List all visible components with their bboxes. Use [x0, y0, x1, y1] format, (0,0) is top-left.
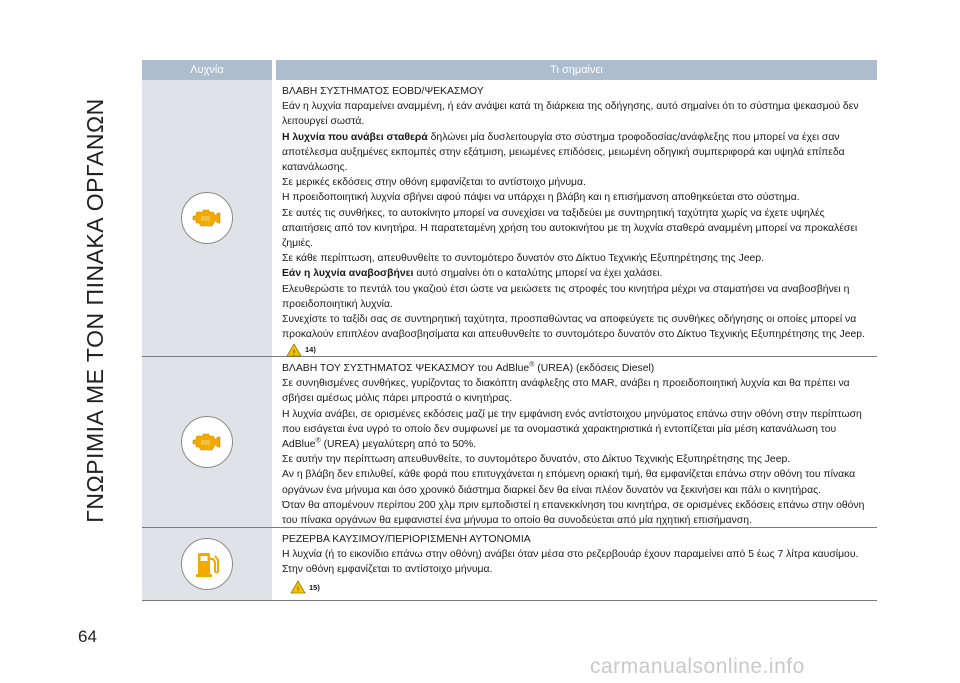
header-lamp: Λυχνία	[142, 60, 272, 80]
row1-bold-flashing: Εάν η λυχνία αναβοσβήνει	[282, 268, 414, 280]
row1-text: Εάν η λυχνία παραμείνει αναμμένη, ή εάν ανάψει κατά τη διάρκεια της οδήγησης, αυτό σημαίνει ότι το σύστημα ψεκασμού δεν λειτουργεί σωστά.	[282, 101, 859, 128]
lamp-cell	[142, 357, 272, 527]
meaning-cell	[282, 528, 877, 600]
engine-warning-icon	[181, 192, 233, 244]
warning-triangle-icon	[290, 580, 306, 594]
chapter-title-text: ΓΝΩΡΙΜΙΑ ΜΕ ΤΟΝ ΠΙΝΑΚΑ ΟΡΓΑΝΩΝ	[81, 97, 108, 523]
table-row-eobd	[142, 80, 877, 357]
meaning-cell	[282, 80, 877, 356]
warning-triangle-icon	[286, 343, 302, 357]
row2-title: ΒΛΑΒΗ ΤΟΥ ΣΥΣΤΗΜΑΤΟΣ ΨΕΚΑΣΜΟΥ του AdBlue® (UREA) (εκδόσεις Diesel)	[282, 361, 655, 374]
table-row-fuel	[142, 528, 877, 601]
row1-bold-steady: Η λυχνία που ανάβει σταθερά	[282, 131, 428, 143]
header-meaning: Τι σημαίνει	[276, 60, 877, 80]
row1-text: Σε μερικές εκδόσεις στην οθόνη εμφανίζεται το αντίστοιχο μήνυμα.	[282, 177, 586, 189]
table-row-adblue	[142, 357, 877, 528]
row2-text: Όταν θα απομένουν περίπου 200 χλμ πριν εμποδιστεί η επανεκκίνηση του κινητήρα, σε ορισμένες εκδόσεις επάνω στην οθόνη του πίνακα οργάνων θα εμφανιστεί ένα μήνυμα το οποίο θα συνοδεύεται από μία ηχητική επισήμανση.	[282, 499, 865, 527]
row1-title: ΒΛΑΒΗ ΣΥΣΤΗΜΑΤΟΣ EOBD/ΨΕΚΑΣΜΟΥ	[282, 86, 484, 97]
row1-text: Εάν η λυχνία αναβοσβήνει αυτό σημαίνει ότι ο καταλύτης μπορεί να έχει χαλάσει.	[282, 268, 663, 280]
svg-text:!: !	[296, 585, 300, 594]
row1-text: Η προειδοποιητική λυχνία σβήνει αφού πάψει να υπάρχει η βλάβη και η επισήμανση αποθηκεύεται στο σύστημα.	[282, 192, 800, 204]
chapter-title-vertical	[60, 40, 130, 580]
lamp-cell	[142, 528, 272, 600]
row1-text: Ελευθερώστε το πεντάλ του γκαζιού έτσι ώστε να μειώσετε τις στροφές του κινητήρα μέχρι να σταματήσει να αναβοσβήνει η προειδοποιητική λυχνία.	[282, 283, 850, 310]
lamp-cell	[142, 80, 272, 356]
row2-text: Σε αυτήν την περίπτωση απευθυνθείτε, το συντομότερο δυνατόν, στο Δίκτυο Τεχνικής Εξυπηρέτησης της Jeep.	[282, 454, 791, 466]
row2-text: Σε συνηθισμένες συνθήκες, γυρίζοντας το διακόπτη ανάφλεξης στο MAR, ανάβει η προειδοποιητική λυχνία και θα πρέπει να σβήσει αμέσως μόλις πάρει μπροστά ο κινητήρας.	[282, 378, 850, 405]
warning-lights-table	[142, 60, 877, 599]
meaning-cell	[282, 357, 877, 527]
row3-note	[282, 580, 877, 596]
row1-text: Σε αυτές τις συνθήκες, το αυτοκίνητο μπορεί να συνεχίσει να ταξιδεύει με συντηρητική ταχύτητα χωρίς να έχετε υψηλές απαιτήσεις από τον κινητήρα. Η παρατεταμένη χρήση του αυτοκινήτου με τη λυχνία σταθερά αναμμένη μπορεί να προκαλέσει ζημιές.	[282, 207, 858, 250]
note-reference: 14)	[305, 345, 316, 355]
page-number: 64	[78, 627, 97, 646]
row2-text: Αν η βλάβη δεν επιλυθεί, κάθε φορά που επιτυγχάνεται η επόμενη οριακή τιμή, θα εμφανίζεται επάνω στην οθόνη του πίνακα οργάνων ένα μήνυμα και όσο χρονικό διάστημα διαρκεί δεν θα είναι πλέον δυνατόν να ξεκινήσει και πάλι ο κινητήρας.	[282, 469, 856, 496]
row1-text: Σε κάθε περίπτωση, απευθυνθείτε το συντομότερο δυνατόν στο Δίκτυο Τεχνικής Εξυπηρέτησης της Jeep.	[282, 253, 765, 265]
engine-warning-icon	[181, 416, 233, 468]
row1-text: Συνεχίστε το ταξίδι σας σε συντηρητική ταχύτητα, προσπαθώντας να αποφεύγετε τις συνθήκες οδήγησης οι οποίες μπορεί να προκαλούν επιπλέον αναβοσβησίματα και απευθυνθείτε το συντομότερο δυνατόν στο Δίκτυο Τεχνικής Εξυπηρέτησης της Jeep. ! 14)	[282, 314, 865, 357]
row2-text: Η λυχνία ανάβει, σε ορισμένες εκδόσεις μαζί με την εμφάνιση ενός αντίστοιχου μηνύματος επάνω στην οθόνη στην περίπτωση που εισάγεται ένα υγρό το οποίο δεν συμφωνεί με τα ονομαστικά χαρακτηριστικά ή εντοπίζεται μία μέση κατανάλωση του AdBlue® (UREA) μεγαλύτερη από το 50%.	[282, 408, 862, 451]
row1-text: Η λυχνία που ανάβει σταθερά δηλώνει μία δυσλειτουργία στο σύστημα τροφοδοσίας/ανάφλεξης που μπορεί να έχει σαν αποτέλεσμα αυξημένες εκπομπές στην εξάτμιση, μειωμένες επιδόσεις, μειωμένη οδηγική συμπεριφορά και υψηλά επίπεδα κατανάλωσης.	[282, 131, 845, 174]
watermark: carmanualsonline.info	[590, 655, 805, 678]
row3-title: ΡΕΖΕΡΒΑ ΚΑΥΣΙΜΟΥ/ΠΕΡΙΟΡΙΣΜΕΝΗ ΑΥΤΟΝΟΜΙΑ	[282, 534, 531, 545]
fuel-pump-icon	[181, 538, 233, 590]
note-reference: 15)	[309, 582, 320, 592]
svg-text:!: !	[292, 348, 296, 357]
table-header	[142, 60, 877, 80]
row3-text: Η λυχνία (ή το εικονίδιο επάνω στην οθόνη) ανάβει όταν μέσα στο ρεζερβουάρ έχουν παραμείνει από 5 έως 7 λίτρα καυσίμου. Στην οθόνη εμφανίζεται το αντίστοιχο μήνυμα.	[282, 549, 859, 576]
